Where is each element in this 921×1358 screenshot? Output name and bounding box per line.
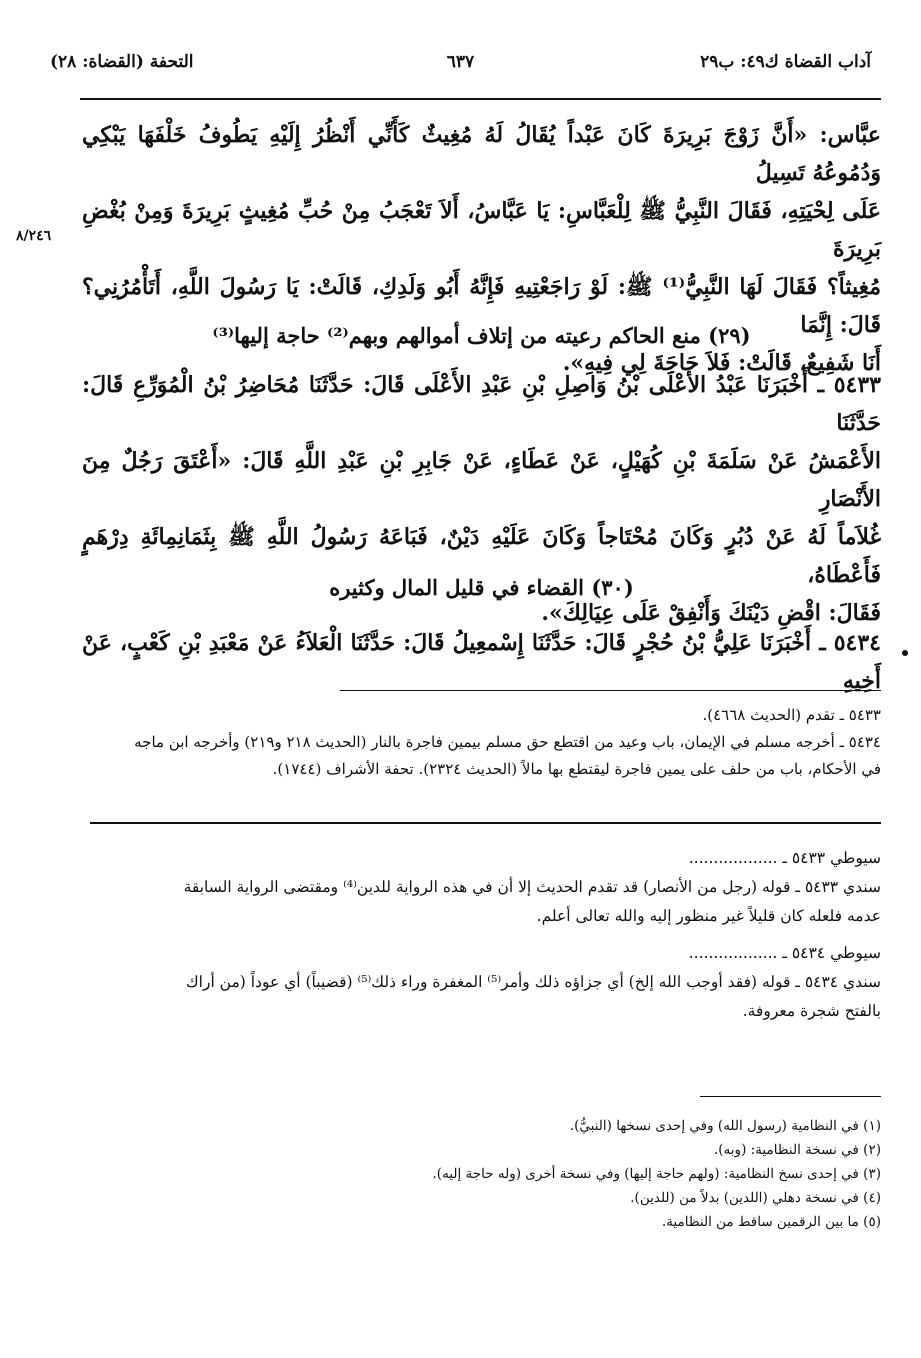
text-line: ٥٤٣٣ ـ أَخْبَرَنَا عَبْدُ الأَعْلَى بْنُ وَاصِلِ بْنِ عَبْدِ الأَعْلَى قَالَ: حَدَّثَنَا مُحَاضِرُ بْنُ الْمُوَرِّعِ قَالَ: حَدَّثَنَا [82,372,881,436]
footnote: (١) في النظامية (رسول الله) وفي إحدى نسخها (النبيُّ). [569,1118,881,1134]
text-line: مُغِيثاً؟ فَقَالَ لَهَا النَّبِيُّ⁽¹⁾ ﷺ: لَوْ رَاجَعْتِيهِ فَإِنَّهُ أَبُو وَلَدِكِ، قَالَتْ: يَا رَسُولَ اللَّهِ، أَتَأْمُرُنِي؟ قَالَ: إِنَّمَا [82,274,881,338]
commentary-notes [82,844,881,1026]
chapter-heading-30: (٣٠) القضاء في قليل المال وكثيره [329,575,634,600]
commentary-line: سيوطي ٥٤٣٣ ـ .................. [688,849,881,867]
commentary-line: سندي ٥٤٣٣ ـ قوله (رجل من الأنصار) قد تقدم الحديث إلا أن في هذه الرواية للدين⁽⁴⁾ ومقتضى الرواية السابقة [183,878,881,896]
margin-volume-ref: ٨/٢٤٦ [16,228,52,244]
takhrij-line: ٥٤٣٤ ـ أخرجه مسلم في الإيمان، باب وعيد من اقتطع حق مسلم بيمين فاجرة بالنار (الحديث ٢١٨ و٢١٩) وأخرجه ابن ماجه [134,733,881,751]
text-line: عبَّاس: «أَنَّ زَوْجَ بَرِيرَةَ كَانَ عَبْداً يُقَالُ لَهُ مُغِيثٌ كَأَنِّي أَنْظُرُ إِلَيْهِ يَطُوفُ خَلْفَهَا يَبْكِي وَدُمُوعُهُ تَسِيلُ [82,122,881,186]
footnote-divider [700,1096,881,1097]
bullet-mark [902,650,908,656]
footnote: (٥) ما بين الرقمين ساقط من النظامية. [661,1214,881,1230]
hadith-5434 [82,624,881,700]
chapter-heading-29: (٢٩) منع الحاكم رعيته من إتلاف أموالهم وبهم⁽²⁾ حاجة إليها⁽³⁾ [212,323,751,348]
commentary-line: سيوطي ٥٤٣٤ ـ .................. [688,944,881,962]
takhrij-line: في الأحكام، باب من حلف على يمين فاجرة ليقتطع بها مالاً (الحديث ٢٣٢٤). تحفة الأشراف (١٧٤٤). [272,760,881,778]
takhrij-divider [340,690,881,691]
takhrij-notes [72,702,881,783]
footnote: (٤) في نسخة دهلي (اللدين) بدلاً من (للدين). [630,1190,881,1206]
running-header [50,50,871,90]
header-tuhfa-ref: التحفة (القضاة: ٢٨) [50,52,194,72]
footnotes [82,1114,881,1234]
text-line: عَلَى لِحْيَتِهِ، فَقَالَ النَّبِيُّ ﷺ لِلْعَبَّاسِ: يَا عَبَّاسُ، أَلاَ تَعْجَبُ مِنْ حُبِّ مُغِيثٍ بَرِيرَةَ وَمِنْ بُغْضِ بَرِيرَةَ [82,198,881,262]
text-line: الأَعْمَشُ عَنْ سَلَمَةَ بْنِ كُهَيْلٍ، عَنْ عَطَاءٍ، عَنْ جَابِرِ بْنِ عَبْدِ اللَّهِ قَالَ: «أَعْتَقَ رَجُلٌ مِنَ الأَنْصَارِ [82,448,881,512]
text-line: غُلاَماً لَهُ عَنْ دُبُرٍ وَكَانَ مُحْتَاجاً وَكَانَ عَلَيْهِ دَيْنٌ، فَبَاعَهُ رَسُولُ اللَّهِ ﷺ بِثَمَانِمِائَةِ دِرْهَمٍ فَأَعْطَاهُ، [82,524,881,588]
commentary-line: بالفتح شجرة معروفة. [742,1002,881,1020]
commentary-line: عدمه فلعله كان قليلاً غير منظور إليه والله تعالى أعلم. [536,907,881,925]
header-divider [80,98,881,100]
commentary-divider [90,822,881,824]
footnote: (٣) في إحدى نسخ النظامية: (ولهم حاجة إليها) وفي نسخة أخرى (وله حاجة إليه). [432,1166,881,1182]
takhrij-line: ٥٤٣٣ ـ تقدم (الحديث ٤٦٦٨). [702,706,881,724]
text-line: ٥٤٣٤ ـ أَخْبَرَنَا عَلِيُّ بْنُ حُجْرٍ قَالَ: حَدَّثَنَا إِسْمعِيلُ قَالَ: حَدَّثَنَا الْعَلاَءُ عَنْ مَعْبَدِ بْنِ كَعْبٍ، عَنْ أَخِيهِ [82,630,881,694]
footnote: (٢) في نسخة النظامية: (وبه). [714,1142,881,1158]
commentary-line: سندي ٥٤٣٤ ـ قوله (فقد أوجب الله إلخ) أي جزاؤه ذلك وأمر⁽⁵⁾ المغفرة وراء ذلك⁽⁵⁾ (قضيباً) أي عوداً (من أراك [185,973,881,991]
header-chapter-ref: آداب القضاة ك٤٩: ب٢٩ [700,52,871,72]
page-number: ٦٣٧ [446,52,475,72]
text-line: فَقَالَ: اقْضِ دَيْنَكَ وَأَنْفِقْ عَلَى عِيَالِكَ». [541,600,881,626]
text-line: أَنَا شَفِيعٌ، قَالَتْ: فَلاَ حَاجَةَ لِي فِيهِ». [562,350,881,376]
